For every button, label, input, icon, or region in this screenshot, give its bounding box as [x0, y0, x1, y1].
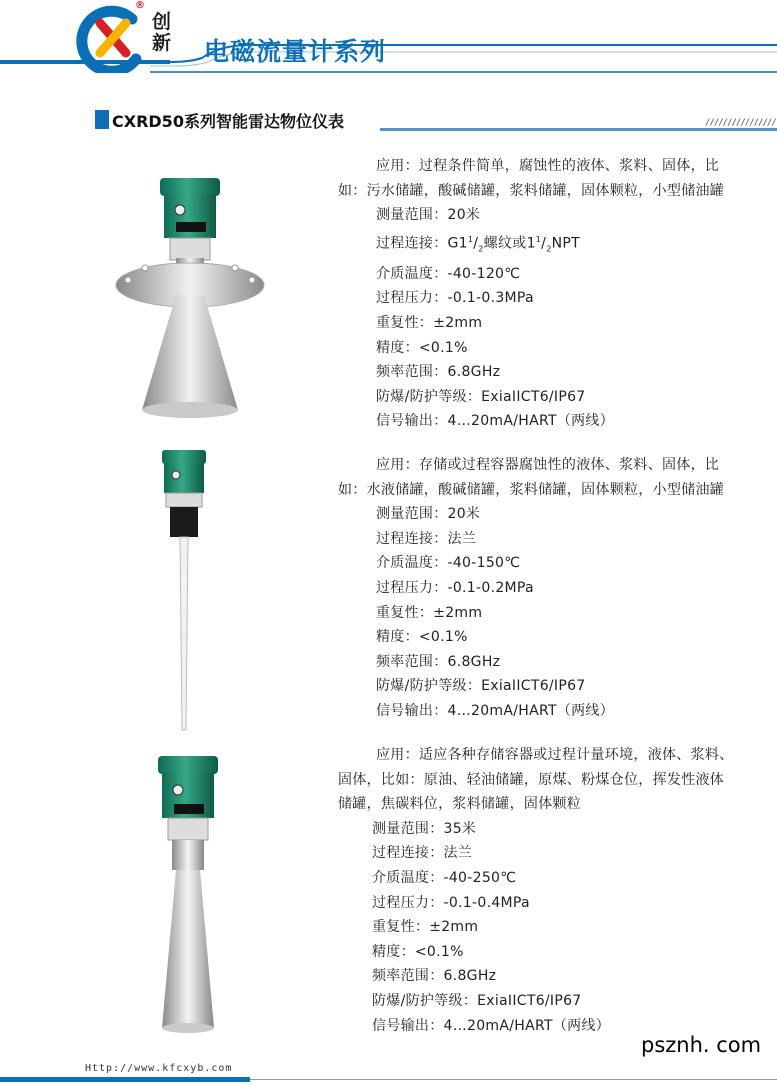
spec-connection: 过程连接：$G1^1/_2$螺纹或$1^1/_2NPT$: [376, 234, 580, 254]
spec-accuracy: 精度：<0.1%: [376, 339, 468, 356]
spec-accuracy: 精度：<0.1%: [372, 943, 464, 960]
spec-application-line2: 固体，比如：原油、轻油储罐，原煤、粉煤仓位，挥发性液体: [338, 771, 725, 788]
spec-explosion: 防爆/防护等级：ExiaIICT6/IP67: [372, 992, 582, 1009]
spec-explosion: 防爆/防护等级：ExiaIICT6/IP67: [376, 678, 586, 695]
section-marker: [95, 110, 109, 129]
spec-range: 测量范围：20米: [376, 506, 481, 523]
brand-char-2: 新: [152, 32, 172, 54]
product-spec-2: [338, 453, 724, 724]
product-image-3: [140, 750, 240, 1040]
footer-rule: [250, 1079, 777, 1080]
product-spec-1: [338, 154, 724, 434]
footer-url: Http://www.kfcxyb.com: [85, 1063, 233, 1074]
spec-frequency: 频率范围：6.8GHz: [376, 364, 501, 381]
registered-mark: ®: [135, 0, 145, 11]
company-logo: [70, 5, 160, 73]
brand-name: [152, 12, 171, 54]
spec-frequency: 频率范围：6.8GHz: [376, 653, 501, 670]
spec-temperature: 介质温度：-40-250℃: [372, 869, 517, 886]
spec-accuracy: 精度：<0.1%: [376, 629, 468, 646]
footer-accent-bar: [0, 1077, 250, 1082]
spec-explosion: 防爆/防护等级：ExiaIICT6/IP67: [376, 388, 586, 405]
spec-application-line2: 如：水液储罐，酸碱储罐，浆料储罐，固体颗粒，小型储油罐: [338, 481, 725, 498]
spec-output: 信号输出：4…20mA/HART（两线）: [376, 702, 615, 719]
spec-pressure: 过程压力：-0.1-0.3MPa: [376, 290, 534, 307]
spec-pressure: 过程压力：-0.1-0.2MPa: [376, 579, 534, 596]
spec-temperature: 介质温度：-40-150℃: [376, 555, 521, 572]
spec-pressure: 过程压力：-0.1-0.4MPa: [372, 894, 530, 911]
spec-range: 测量范围：35米: [372, 820, 477, 837]
spec-application-line1: 应用：过程条件简单，腐蚀性的液体、浆料、固体，比: [376, 158, 720, 174]
spec-repeatability: 重复性：±2mm: [376, 604, 483, 621]
spec-connection: 过程连接：法兰: [376, 530, 477, 547]
spec-application-line1: 应用：存储或过程容器腐蚀性的液体、浆料、固体，比: [376, 457, 720, 473]
section-title: CXRD50系列智能雷达物位仪表: [112, 112, 344, 131]
spec-frequency: 频率范围：6.8GHz: [372, 968, 497, 985]
product-image-1: [110, 170, 280, 425]
spec-temperature: 介质温度：-40-120℃: [376, 265, 521, 282]
spec-output: 信号输出：4…20mA/HART（两线）: [372, 1017, 611, 1034]
spec-connection: 过程连接：法兰: [372, 845, 473, 862]
product-spec-3: [338, 743, 734, 1038]
spec-output: 信号输出：4…20mA/HART（两线）: [376, 413, 615, 430]
spec-repeatability: 重复性：±2mm: [372, 919, 479, 936]
spec-application-line2: 如：污水储罐，酸碱储罐，浆料储罐，固体颗粒，小型储油罐: [338, 182, 725, 199]
section-slashes: ////////////////: [705, 118, 776, 128]
spec-repeatability: 重复性：±2mm: [376, 315, 483, 332]
product-image-2: [150, 445, 220, 735]
series-title: 电磁流量计系列: [204, 37, 387, 66]
brand-char-1: 创: [152, 11, 172, 33]
watermark: psznh. com: [641, 1033, 762, 1057]
section-underline: [380, 128, 777, 131]
spec-range: 测量范围：20米: [376, 207, 481, 224]
spec-application-line1: 应用：适应各种存储容器或过程计量环境，液体、浆料、: [376, 747, 734, 763]
spec-application-line3: 储罐，焦碳料位，浆料储罐，固体颗粒: [338, 796, 582, 813]
